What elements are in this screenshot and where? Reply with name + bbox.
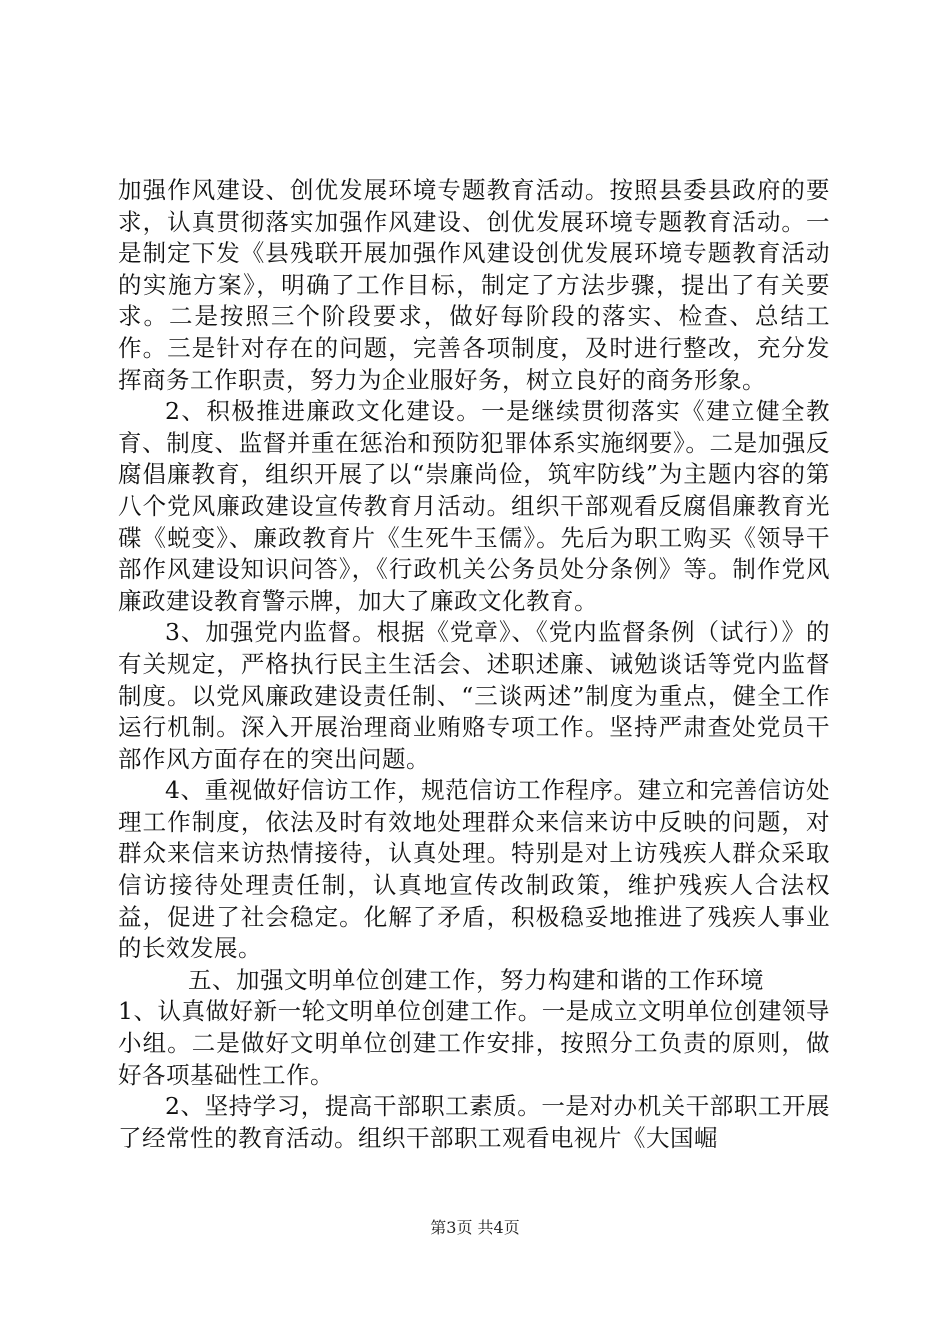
paragraph-work-style-campaign: 加强作风建设、创优发展环境专题教育活动。按照县委县政府的要求，认真贯彻落实加强作风建设、创优发展环境专题教育活动。一是制定下发《县残联开展加强作风建设创优发展环境专题教育活动的实施方案》，明确了工作目标，制定了方法步骤，提出了有关要求。二是按照三个阶段要求，做好每阶段的落实、检查、总结工作。三是针对存在的问题，完善各项制度，及时进行整改，充分发挥商务工作职责，努力为企业服好务，树立良好的商务形象。 — [118, 176, 830, 394]
paragraph-integrity-culture: 2、积极推进廉政文化建设。一是继续贯彻落实《建立健全教育、制度、监督并重在惩治和预防犯罪体系实施纲要》。二是加强反腐倡廉教育，组织开展了以“崇廉尚俭，筑牢防线”为主题内容的第八个党风廉政建设宣传教育月活动。组织干部观看反腐倡廉教育光碟《蜕变》、廉政教育片《生死牛玉儒》。先后为职工购买《领导干部作风建设知识问答》，《行政机关公务员处分条例》等。制作党风廉政建设教育警示牌，加大了廉政文化教育。 — [118, 397, 830, 615]
paragraph-staff-learning: 2、坚持学习，提高干部职工素质。一是对办机关干部职工开展了经常性的教育活动。组织干部职工观看电视片《大国崛 — [118, 1092, 830, 1152]
document-body — [118, 175, 830, 1154]
paragraph-party-supervision: 3、加强党内监督。根据《党章》、《党内监督条例（试行）》的有关规定，严格执行民主生活会、述职述廉、诫勉谈话等党内监督制度。以党风廉政建设责任制、“三谈两述”制度为重点，健全工作运行机制。深入开展治理商业贿赂专项工作。坚持严肃查处党员干部作风方面存在的突出问题。 — [118, 618, 830, 773]
page-number-footer: 第3页 共4页 — [430, 1218, 520, 1237]
section-heading-civilized-unit: 五、加强文明单位创建工作，努力构建和谐的工作环境 — [188, 965, 764, 994]
paragraph-civilized-unit-creation: 1、认真做好新一轮文明单位创建工作。一是成立文明单位创建领导小组。二是做好文明单位创建工作安排，按照分工负责的原则，做好各项基础性工作。 — [118, 997, 830, 1089]
paragraph-petition-work: 4、重视做好信访工作，规范信访工作程序。建立和完善信访处理工作制度，依法及时有效地处理群众来信来访中反映的问题，对群众来信来访热情接待，认真处理。特别是对上访残疾人群众采取信访接待处理责任制，认真地宣传改制政策，维护残疾人合法权益，促进了社会稳定。化解了矛盾，积极稳妥地推进了残疾人事业的长效发展。 — [118, 776, 830, 963]
